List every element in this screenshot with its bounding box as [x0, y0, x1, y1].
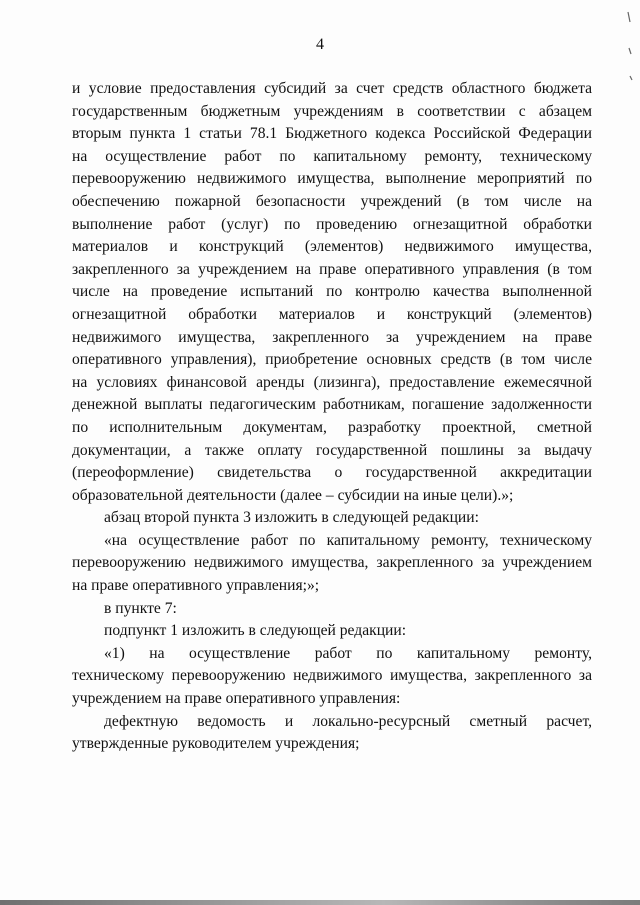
text-line: огнезащитной обработки материалов и конструкций (элементов) — [72, 305, 592, 323]
text-line: по исполнительным документам, разработку проектной, сметной — [72, 418, 592, 436]
text-line: закрепленного за учреждением на праве оперативного управления (в том — [72, 260, 592, 278]
text-line: подпункт 1 изложить в следующей редакции: — [104, 622, 407, 640]
text-line: на условиях финансовой аренды (лизинга), предоставление ежемесячной — [72, 373, 592, 391]
text-line: техническому перевооружению недвижимого имущества, закрепленного за — [72, 667, 592, 685]
text-line: и условие предоставления субсидий за счет средств областного бюджета — [72, 80, 592, 97]
scan-bottom-edge — [0, 900, 640, 905]
text-line: вторым пункта 1 статьи 78.1 Бюджетного кодекса Российской Федерации — [72, 125, 592, 143]
text-line: государственным бюджетным учреждениям в соответствии с абзацем — [72, 102, 592, 120]
text-line: образовательной деятельности (далее – субсидии на иные цели).»; — [72, 486, 514, 504]
page-number: 4 — [316, 36, 324, 53]
body-text — [72, 78, 592, 756]
text-line: перевооружению недвижимого имущества, закрепленного за учреждением — [72, 554, 592, 572]
text-line: «на осуществление работ по капитальному ремонту, техническому — [104, 531, 592, 549]
text-line: учреждением на праве оперативного управления: — [72, 690, 401, 708]
text-line: на осуществление работ по капитальному ремонту, техническому — [72, 147, 592, 165]
text-line: (переоформление) свидетельства о государственной аккредитации — [72, 464, 592, 482]
text-line: в пункте 7: — [104, 599, 177, 617]
text-line: документации, а также оплату государственной пошлины за выдачу — [72, 441, 592, 459]
text-line: дефектную ведомость и локально-ресурсный сметный расчет, — [104, 712, 592, 730]
text-line: обеспечению пожарной безопасности учреждений (в том числе на — [72, 192, 592, 210]
text-line: денежной выплаты педагогическим работникам, погашение задолженности — [72, 396, 592, 414]
text-line: утвержденные руководителем учреждения; — [72, 735, 360, 753]
text-line: абзац второй пункта 3 изложить в следующей редакции: — [104, 509, 479, 527]
text-line: оперативного управления), приобретение основных средств (в том числе — [72, 351, 592, 369]
text-line: выполнение работ (услуг) по проведению огнезащитной обработки — [72, 215, 592, 233]
text-line: недвижимого имущества, закрепленного за учреждением на праве — [72, 328, 592, 346]
text-line: перевооружению недвижимого имущества, выполнение мероприятий по — [72, 170, 592, 188]
text-line: материалов и конструкций (элементов) недвижимого имущества, — [72, 238, 592, 256]
scan-mark-icon — [620, 8, 634, 88]
text-line: на праве оперативного управления;»; — [72, 577, 320, 595]
text-line: «1) на осуществление работ по капитальному ремонту, — [104, 644, 592, 662]
text-line: числе на проведение испытаний по контролю качества выполненной — [72, 283, 592, 301]
